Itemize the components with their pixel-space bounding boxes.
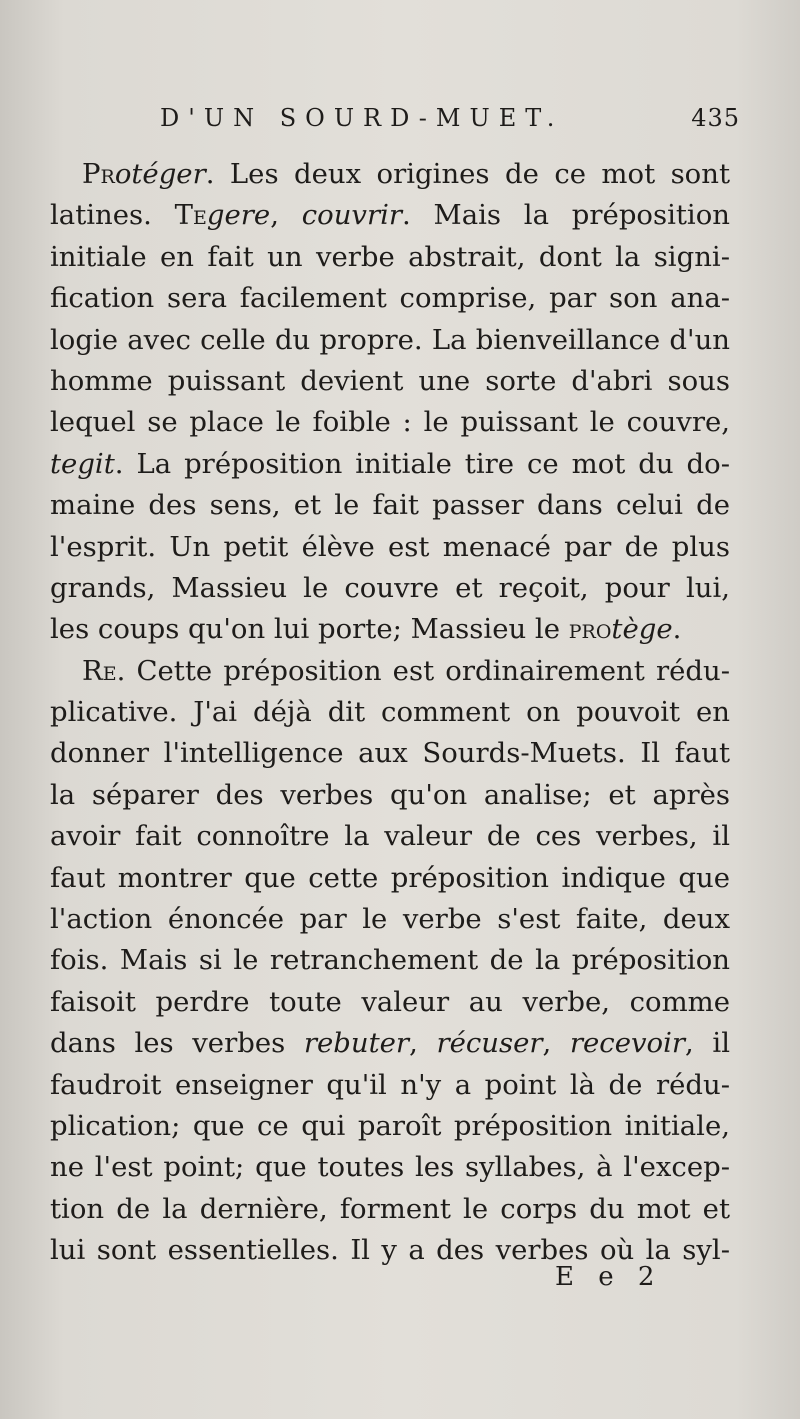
page-number: 435 xyxy=(691,104,740,132)
styled-word: Protéger xyxy=(82,158,206,190)
text-line xyxy=(50,1065,730,1106)
text-run: plication; que ce qui paroît préposition initiale, xyxy=(50,1109,730,1142)
text-run: les coups qu'on lui porte; Massieu le xyxy=(50,613,569,646)
text-line xyxy=(50,940,730,981)
text-line xyxy=(50,237,730,278)
signature-mark: E e 2 xyxy=(555,1262,663,1292)
text-run: plicative. J'ai déjà dit comment on pouvoit en xyxy=(50,696,730,729)
text-run: tion de la dernière, forment le corps du mot et xyxy=(50,1192,730,1225)
paragraph xyxy=(50,651,730,1272)
text-line xyxy=(50,982,730,1023)
text-line xyxy=(50,527,730,568)
styled-word: rebuter xyxy=(303,1027,410,1060)
text-run: . Les deux origines de ce mot sont xyxy=(205,158,730,190)
text-run: lui sont essentielles. Il y a des verbes où la syl- xyxy=(50,1234,730,1267)
running-title: D'UN SOURD-MUET. xyxy=(160,104,564,132)
text-run: donner l'intelligence aux Sourds-Muets. Il faut xyxy=(50,737,730,770)
body-text xyxy=(50,154,730,1272)
text-run: initiale en fait un verbe abstrait, dont la signi- xyxy=(50,240,730,273)
text-line xyxy=(50,609,730,650)
text-run: faut montrer que cette préposition indique que xyxy=(50,861,730,894)
text-run: , xyxy=(409,1027,437,1060)
text-line xyxy=(50,568,730,609)
text-run: , xyxy=(270,199,302,232)
text-run: logie avec celle du propre. La bienveillance d'un xyxy=(50,323,730,356)
text-run: . Mais la préposition xyxy=(402,199,730,232)
text-run: . Cette préposition est ordinairement rédu- xyxy=(116,654,730,687)
text-run: faisoit perdre toute valeur au verbe, comme xyxy=(50,985,730,1018)
text-run: homme puissant devient une sorte d'abri sous xyxy=(50,364,730,397)
text-run: latines. xyxy=(50,199,175,232)
text-line xyxy=(50,816,730,857)
text-run: l'esprit. Un petit élève est menacé par de plus xyxy=(50,530,730,563)
text-line xyxy=(50,320,730,361)
text-line xyxy=(50,485,730,526)
text-run: , il xyxy=(685,1027,730,1060)
text-line xyxy=(50,361,730,402)
text-line xyxy=(50,402,730,443)
text-line xyxy=(50,444,730,485)
text-line xyxy=(50,1106,730,1147)
text-run: grands, Massieu le couvre et reçoit, pour lui, xyxy=(50,571,730,604)
text-line xyxy=(50,651,730,692)
text-run: l'action énoncée par le verbe s'est faite, deux xyxy=(50,903,730,936)
text-run: . La préposition initiale tire ce mot du do- xyxy=(114,447,730,480)
text-run: dans les verbes xyxy=(50,1027,304,1060)
styled-word: récuser xyxy=(436,1027,543,1060)
text-run: avoir fait connoître la valeur de ces verbes, il xyxy=(50,820,730,853)
styled-word: Tegere xyxy=(174,199,271,232)
text-run: . xyxy=(672,613,682,646)
text-line xyxy=(50,692,730,733)
styled-word: tegit xyxy=(50,447,115,480)
text-line xyxy=(50,775,730,816)
text-line xyxy=(50,858,730,899)
text-line xyxy=(50,733,730,774)
text-line xyxy=(50,1023,730,1064)
text-run: fication sera facilement comprise, par son ana- xyxy=(50,282,730,315)
text-line xyxy=(50,154,730,195)
text-run: , xyxy=(542,1027,570,1060)
text-run: maine des sens, et le fait passer dans celui de xyxy=(50,489,730,522)
text-line xyxy=(50,1147,730,1188)
text-line xyxy=(50,195,730,236)
text-line xyxy=(50,1189,730,1230)
text-line xyxy=(50,278,730,319)
text-run: ne l'est point; que toutes les syllabes, à l'excep- xyxy=(50,1151,730,1184)
text-run: faudroit enseigner qu'il n'y a point là de rédu- xyxy=(50,1068,730,1101)
text-run: fois. Mais si le retranchement de la préposition xyxy=(50,944,730,977)
styled-word: couvrir xyxy=(301,199,403,232)
text-line xyxy=(50,899,730,940)
styled-word: Re xyxy=(82,654,117,687)
styled-word: recevoir xyxy=(569,1027,686,1060)
styled-word: protège xyxy=(568,613,673,646)
running-head xyxy=(50,104,740,144)
text-run: lequel se place le foible : le puissant le couvre, xyxy=(50,406,730,439)
text-run: la séparer des verbes qu'on analise; et après xyxy=(50,778,730,811)
paragraph xyxy=(50,154,730,651)
